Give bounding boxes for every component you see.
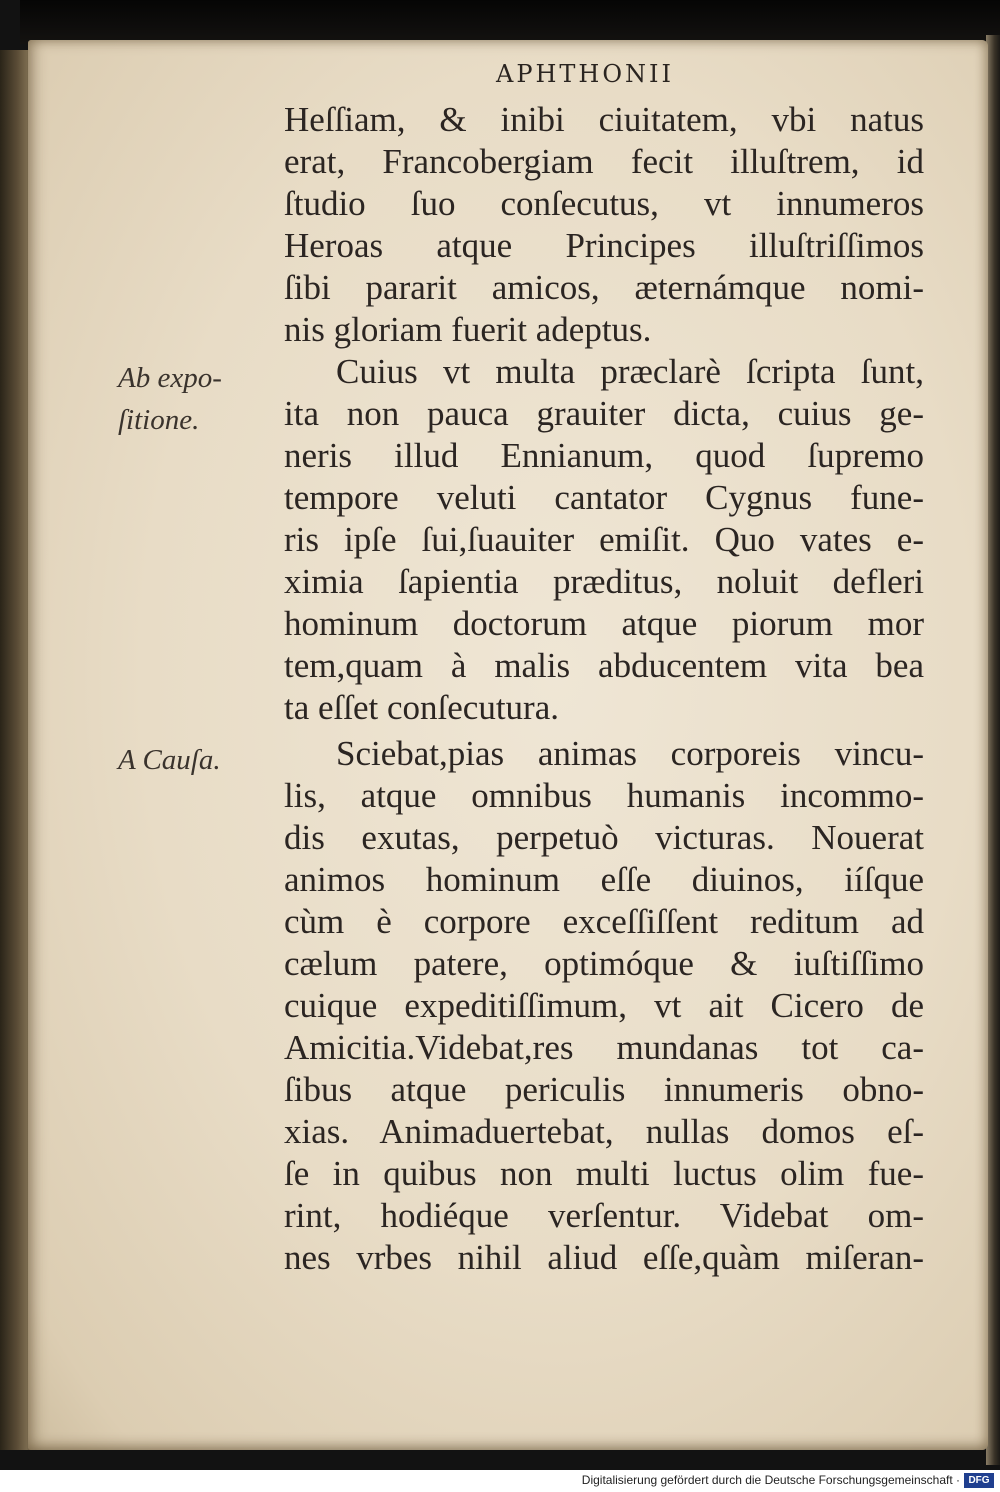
text-line: xias. Animaduertebat, nullas domos eſ- (284, 1112, 924, 1151)
margin-note: A Cauſa. (118, 744, 221, 776)
book-page (28, 40, 988, 1450)
text-line: ſtudio ſuo conſecutus, vt innumeros (284, 184, 924, 223)
running-head: APHTHONII (496, 60, 674, 88)
text-line: tem,quam à malis abducentem vita bea (284, 646, 924, 685)
text-line: ſe in quibus non multi luctus olim fue- (284, 1154, 924, 1193)
page-stack-edge (986, 35, 1000, 1465)
text-line: ſibus atque periculis innumeris obno- (284, 1070, 924, 1109)
text-line: Cuius vt multa præclarè ſcripta ſunt, (336, 352, 924, 391)
text-line: ximia ſapientia præditus, noluit defleri (284, 562, 924, 601)
text-line: rint, hodiéque verſentur. Videbat om- (284, 1196, 924, 1235)
dfg-logo-icon: DFG (964, 1473, 994, 1488)
text-line: Amicitia.Videbat,res mundanas tot ca- (284, 1028, 924, 1067)
top-shadow (20, 0, 1000, 44)
text-line: ta eſſet conſecutura. (284, 688, 559, 727)
text-line: nes vrbes nihil aliud eſſe,quàm miſeran- (284, 1238, 924, 1277)
text-line: erat, Francobergiam fecit illuſtrem, id (284, 142, 924, 181)
footer-bar (0, 1470, 1000, 1492)
text-line: ris ipſe ſui,ſuauiter emiſit. Quo vates e- (284, 520, 924, 559)
margin-note: Ab expo- (118, 362, 222, 394)
text-line: neris illud Ennianum, quod ſupremo (284, 436, 924, 475)
text-line: cùm è corpore exceſſiſſent reditum ad (284, 902, 924, 941)
text-line: cuique expeditiſſimum, vt ait Cicero de (284, 986, 924, 1025)
text-line: animos hominum eſſe diuinos, iíſque (284, 860, 924, 899)
text-line: Heſſiam, & inibi ciuitatem, vbi natus (284, 100, 924, 139)
text-line: Sciebat,pias animas corporeis vincu- (336, 734, 924, 773)
text-line: hominum doctorum atque piorum mor (284, 604, 924, 643)
text-line: lis, atque omnibus humanis incommo- (284, 776, 924, 815)
text-line: cælum patere, optimóque & iuſtiſſimo (284, 944, 924, 983)
footer-credit: Digitalisierung gefördert durch die Deutsche Forschungsgemeinschaft · (581, 1473, 960, 1487)
text-line: ſibi pararit amicos, æternámque nomi- (284, 268, 924, 307)
text-line: Heroas atque Principes illuſtriſſimos (284, 226, 924, 265)
text-line: ita non pauca grauiter dicta, cuius ge- (284, 394, 924, 433)
text-line: tempore veluti cantator Cygnus fune- (284, 478, 924, 517)
text-line: nis gloriam fuerit adeptus. (284, 310, 652, 349)
margin-note: ſitione. (118, 404, 200, 436)
text-line: dis exutas, perpetuò victuras. Nouerat (284, 818, 924, 857)
